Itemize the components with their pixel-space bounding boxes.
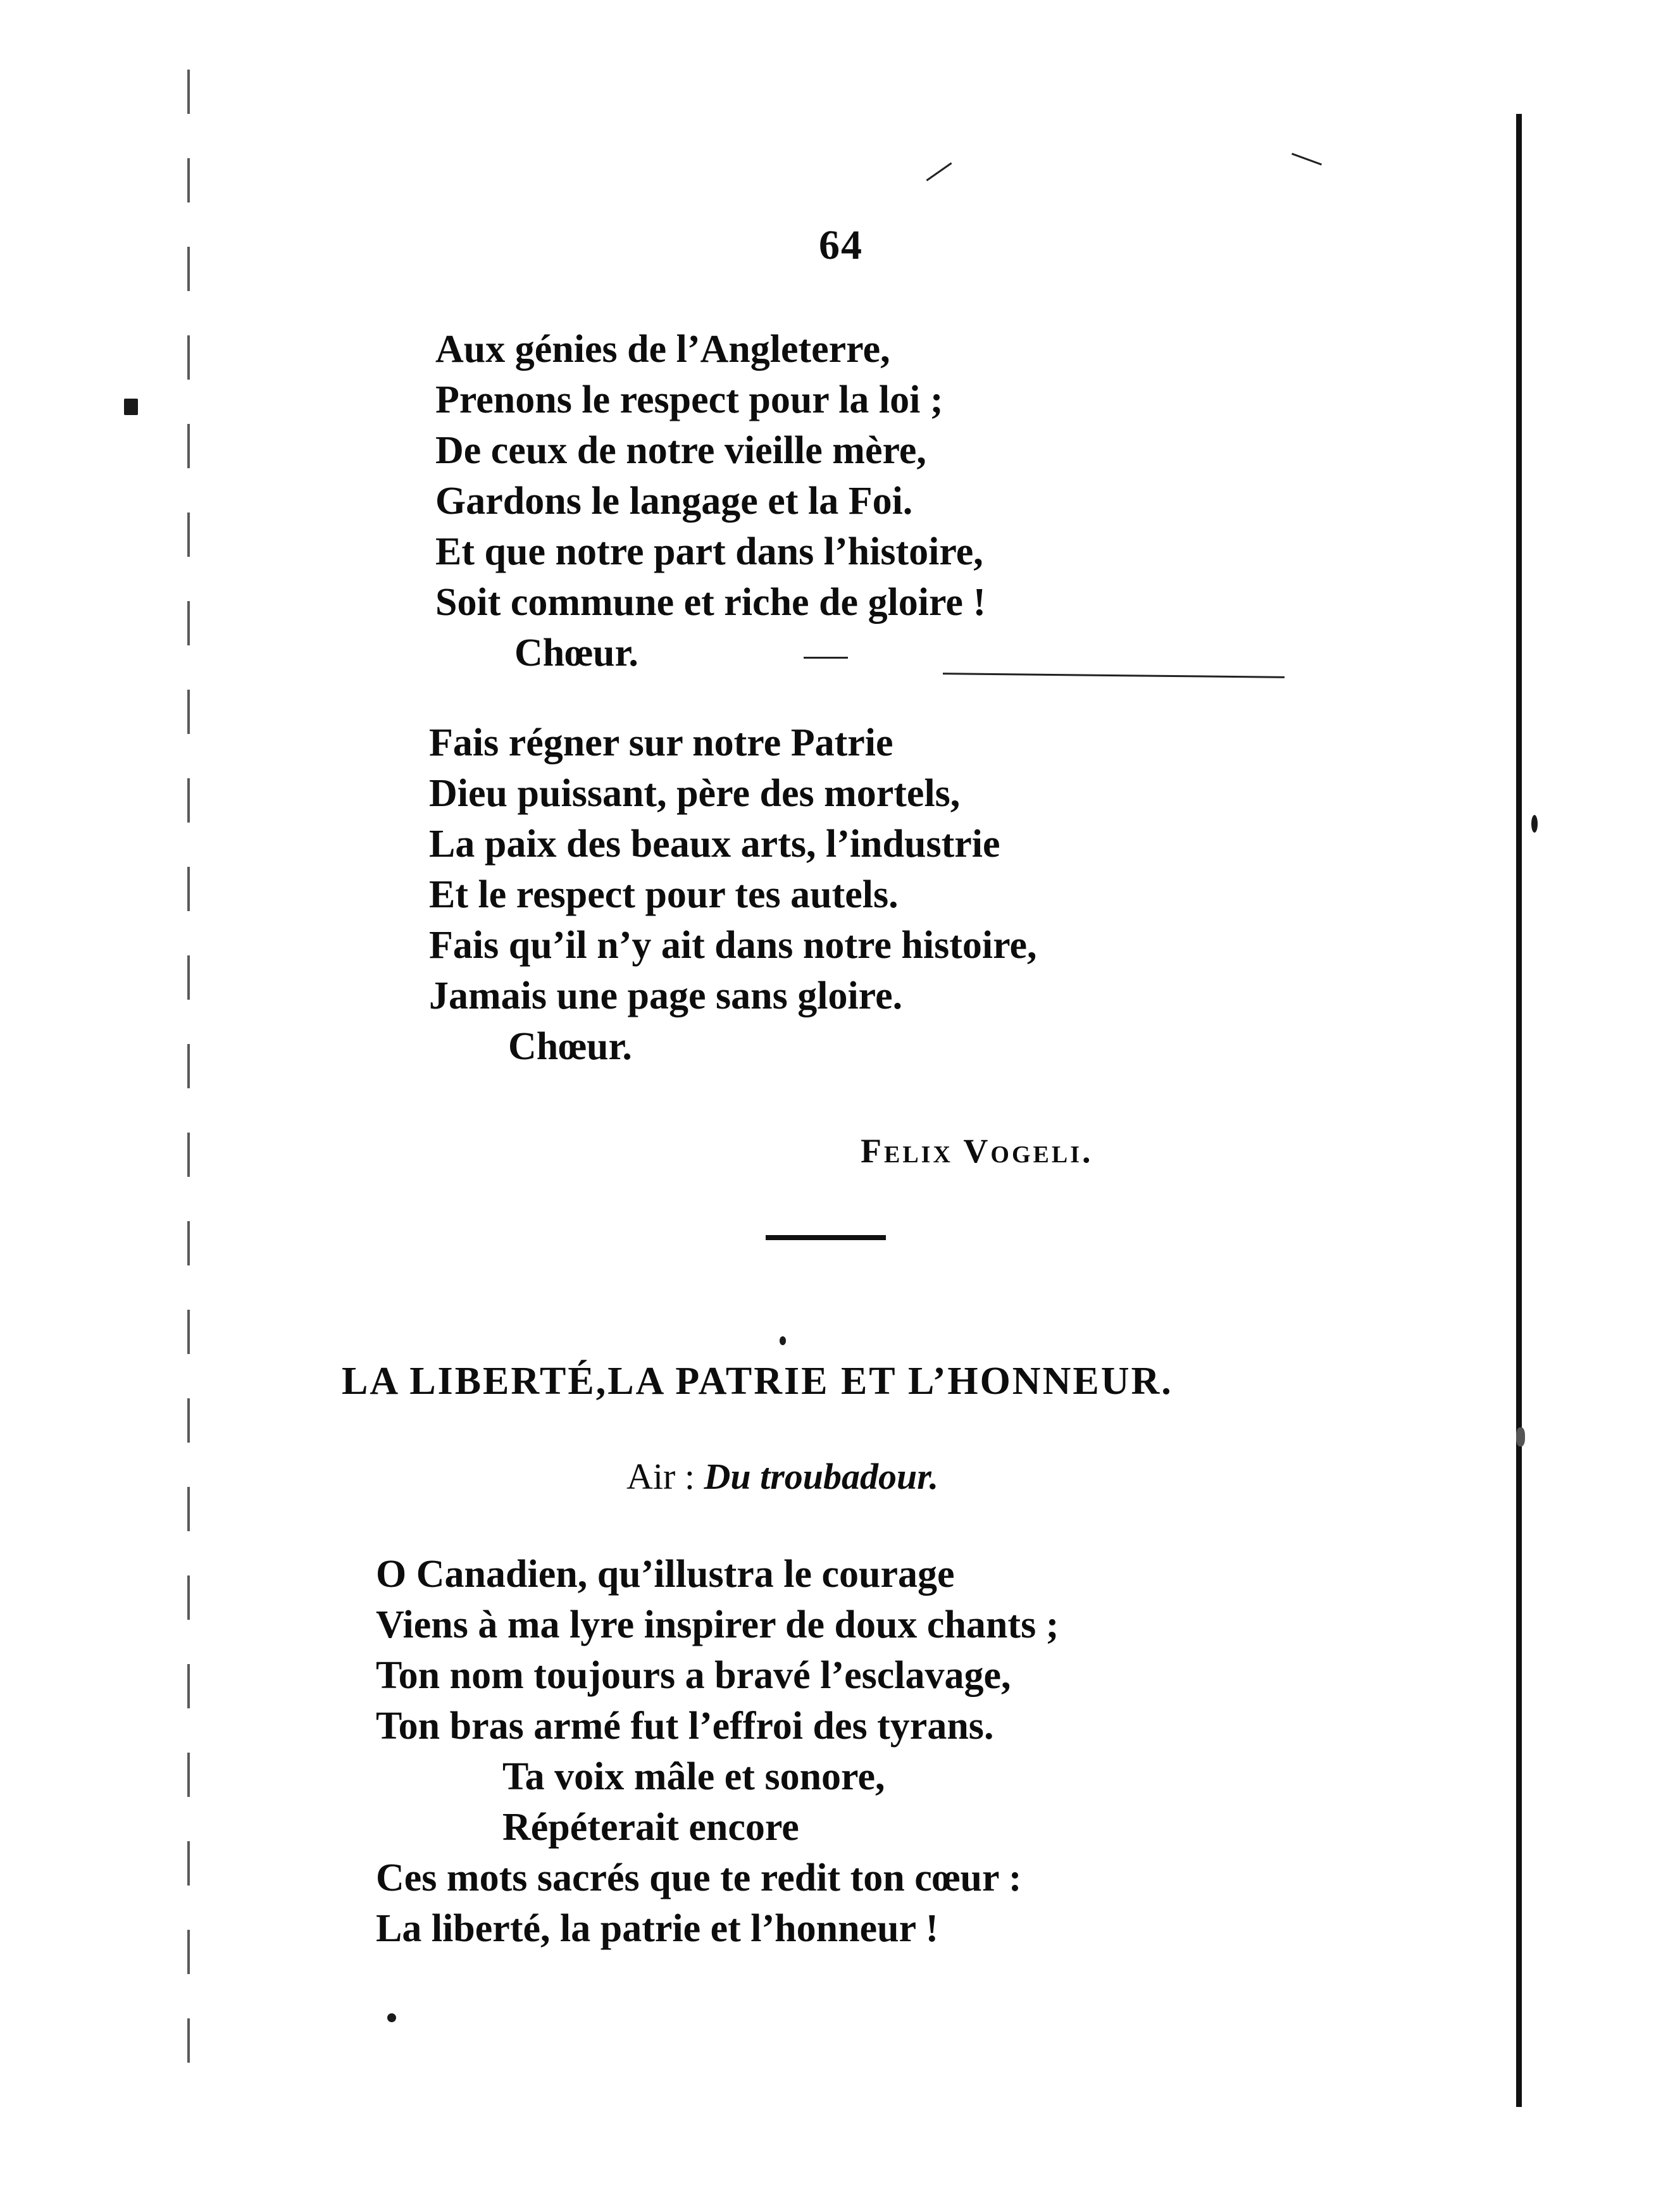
air-label: Air : — [626, 1456, 695, 1497]
verse-line: Fais qu’il n’y ait dans notre histoire, — [429, 924, 1037, 967]
refrain-label: Chœur. — [508, 1025, 632, 1068]
stanza-1 — [435, 324, 986, 678]
verse-line: Prenons le respect pour la loi ; — [435, 378, 943, 421]
song-stanza-1 — [376, 1549, 1059, 1954]
author-signature: Felix Vogeli. — [861, 1132, 1093, 1170]
scan-right-edge-line — [1516, 114, 1522, 2107]
verse-line: Et le respect pour tes autels. — [429, 873, 899, 916]
air-indication — [626, 1455, 938, 1498]
verse-line: Viens à ma lyre inspirer de doux chants ; — [376, 1603, 1059, 1646]
scan-stroke — [926, 163, 952, 182]
scan-stroke — [943, 673, 1285, 678]
verse-line: Aux génies de l’Angleterre, — [435, 328, 890, 371]
section-separator — [766, 1235, 886, 1240]
verse-line: Gardons le langage et la Foi. — [435, 480, 913, 523]
scan-speck — [124, 399, 138, 415]
verse-line: Ta voix mâle et sonore, — [502, 1755, 885, 1798]
verse-line: La paix des beaux arts, l’industrie — [429, 823, 1000, 866]
scan-speck — [1516, 1427, 1525, 1446]
scan-speck — [780, 1336, 786, 1345]
scan-stroke — [1291, 153, 1322, 166]
refrain-label: Chœur. — [514, 631, 638, 674]
scan-speck — [387, 2013, 396, 2022]
verse-line: Fais régner sur notre Patrie — [429, 721, 893, 764]
scan-left-margin-marks — [187, 70, 190, 2063]
verse-line: Et que notre part dans l’histoire, — [435, 530, 983, 573]
verse-line: De ceux de notre vieille mère, — [435, 429, 926, 472]
verse-line: Ton bras armé fut l’effroi des tyrans. — [376, 1705, 994, 1748]
verse-line: O Canadien, qu’illustra le courage — [376, 1553, 955, 1596]
air-name: Du troubadour. — [704, 1456, 939, 1497]
verse-line: La liberté, la patrie et l’honneur ! — [376, 1907, 939, 1950]
verse-line: Répéterait encore — [502, 1806, 799, 1849]
verse-line: Jamais une page sans gloire. — [429, 974, 903, 1017]
page-number: 64 — [819, 222, 863, 268]
verse-line: Dieu puissant, père des mortels, — [429, 772, 961, 815]
stanza-2 — [429, 718, 1037, 1072]
verse-line: Soit commune et riche de gloire ! — [435, 581, 986, 624]
verse-line: Ton nom toujours a bravé l’esclavage, — [376, 1654, 1011, 1697]
scan-speck — [1531, 815, 1538, 833]
song-title: LA LIBERTÉ,LA PATRIE ET L’HONNEUR. — [342, 1360, 1173, 1403]
verse-line: Ces mots sacrés que te redit ton cœur : — [376, 1856, 1022, 1899]
